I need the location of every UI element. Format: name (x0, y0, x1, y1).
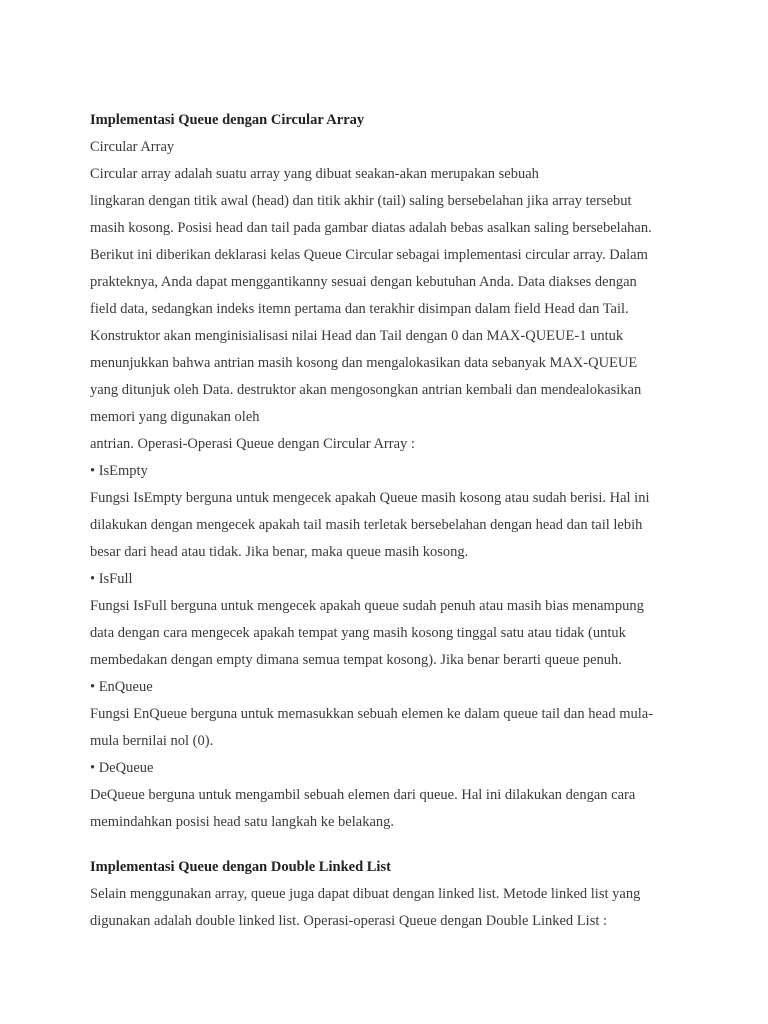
paragraph-line: data dengan cara mengecek apakah tempat yang masih kosong tinggal satu atau tidak (untuk (90, 625, 626, 641)
paragraph-line: DeQueue berguna untuk mengambil sebuah elemen dari queue. Hal ini dilakukan dengan cara (90, 787, 636, 803)
paragraph-line: Circular array adalah suatu array yang dibuat seakan-akan merupakan sebuah (90, 166, 539, 182)
paragraph-line: besar dari head atau tidak. Jika benar, maka queue masih kosong. (90, 544, 469, 560)
section-heading-double-linked-list: Implementasi Queue dengan Double Linked List (90, 859, 391, 875)
bullet-item-isfull: • IsFull (90, 571, 133, 587)
paragraph-line: lingkaran dengan titik awal (head) dan titik akhir (tail) saling bersebelahan jika array tersebut (90, 193, 632, 209)
paragraph-line: Konstruktor akan menginisialisasi nilai Head dan Tail dengan 0 dan MAX-QUEUE-1 untuk (90, 328, 624, 344)
paragraph-line: masih kosong. Posisi head dan tail pada gambar diatas adalah bebas asalkan saling bersebelahan. (90, 220, 652, 236)
paragraph-line: menunjukkan bahwa antrian masih kosong dan mengalokasikan data sebanyak MAX-QUEUE (90, 355, 638, 371)
paragraph-line: Fungsi EnQueue berguna untuk memasukkan sebuah elemen ke dalam queue tail dan head mula- (90, 706, 654, 722)
paragraph-line: membedakan dengan empty dimana semua tempat kosong). Jika benar berarti queue penuh. (90, 652, 622, 668)
paragraph-line: Fungsi IsFull berguna untuk mengecek apakah queue sudah penuh atau masih bias menampung (90, 598, 644, 614)
paragraph-line: antrian. Operasi-Operasi Queue dengan Circular Array : (90, 436, 415, 452)
paragraph-line: Selain menggunakan array, queue juga dapat dibuat dengan linked list. Metode linked list yang (90, 886, 641, 902)
bullet-item-dequeue: • DeQueue (90, 760, 154, 776)
bullet-item-isempty: • IsEmpty (90, 463, 148, 479)
section-heading-circular-array: Implementasi Queue dengan Circular Array (90, 112, 365, 128)
paragraph-line: mula bernilai nol (0). (90, 733, 214, 749)
paragraph-line: Fungsi IsEmpty berguna untuk mengecek apakah Queue masih kosong atau sudah berisi. Hal ini (90, 490, 650, 506)
paragraph-line: Circular Array (90, 139, 175, 155)
paragraph-line: memindahkan posisi head satu langkah ke belakang. (90, 814, 395, 830)
bullet-item-enqueue: • EnQueue (90, 679, 153, 695)
paragraph-line: field data, sedangkan indeks itemn pertama dan terakhir disimpan dalam field Head dan Tail. (90, 301, 629, 317)
paragraph-line: memori yang digunakan oleh (90, 409, 260, 425)
paragraph-line: dilakukan dengan mengecek apakah tail masih terletak bersebelahan dengan head dan tail lebih (90, 517, 643, 533)
paragraph-line: prakteknya, Anda dapat menggantikanny sesuai dengan kebutuhan Anda. Data diakses dengan (90, 274, 637, 290)
paragraph-line: yang ditunjuk oleh Data. destruktor akan mengosongkan antrian kembali dan mendealokasikan (90, 382, 642, 398)
section-spacer (90, 836, 690, 854)
paragraph-line: digunakan adalah double linked list. Operasi-operasi Queue dengan Double Linked List : (90, 913, 608, 929)
document-page (90, 107, 690, 935)
paragraph-line: Berikut ini diberikan deklarasi kelas Queue Circular sebagai implementasi circular array. Dalam (90, 247, 648, 263)
